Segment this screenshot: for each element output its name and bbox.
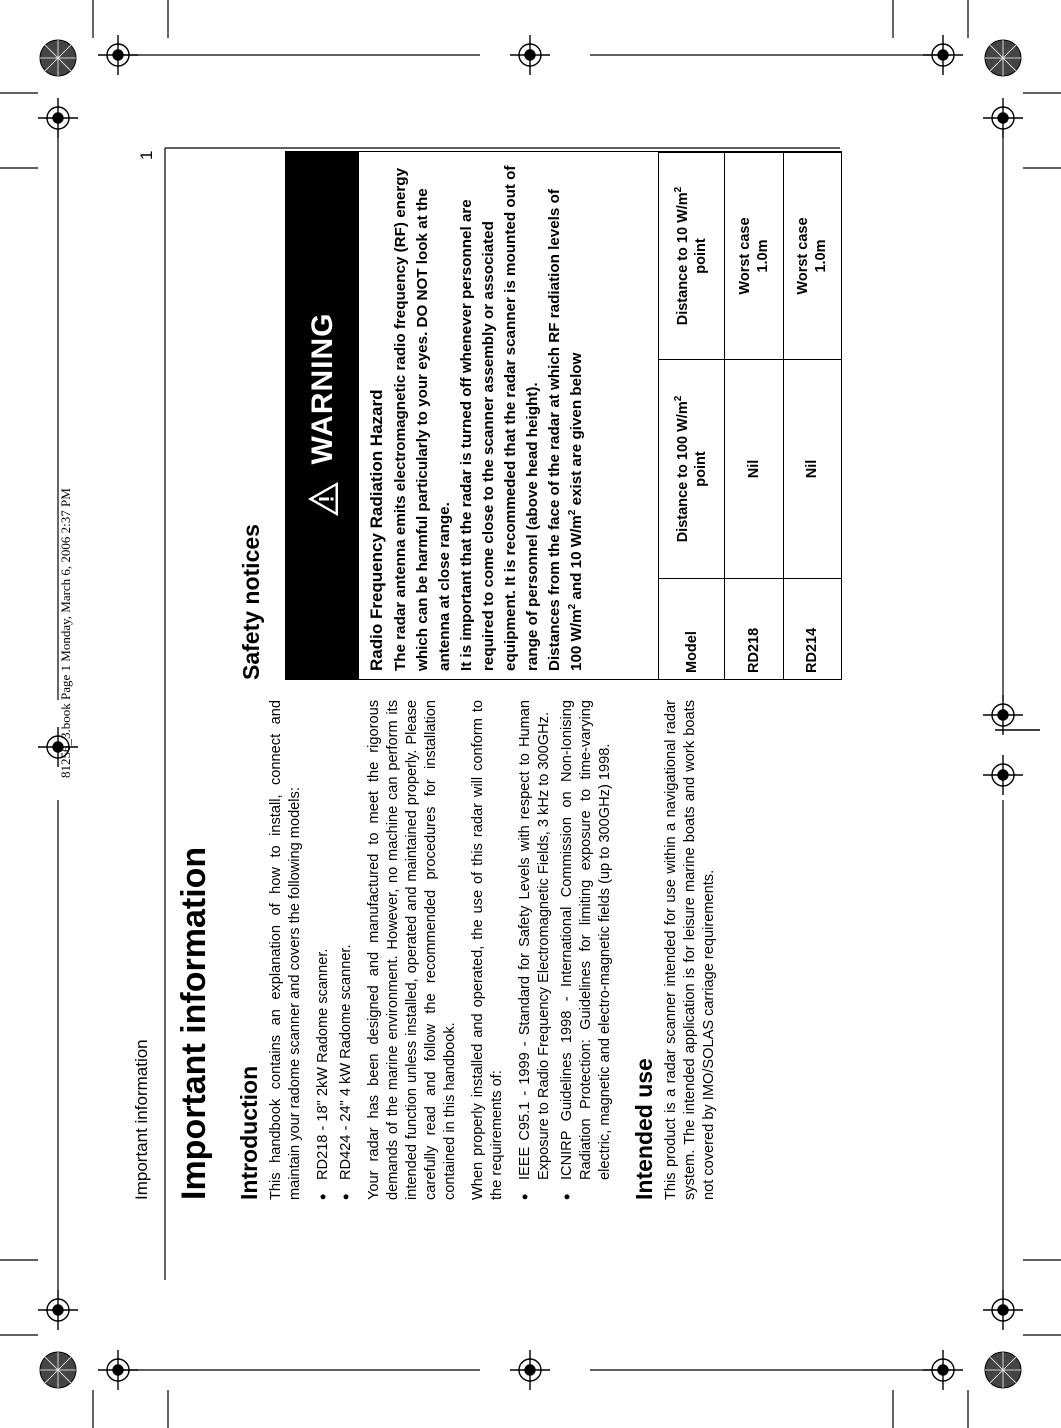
warning-text-2: It is important that the radar is turned off whenever personnel are required to come close to the scanner assembly or associated equipment. It is recommeded that the radar scanner is mounted out of range of personnel (above head height). [458,165,541,671]
warning-text-1: The radar antenna emits electromagnetic radio frequency (RF) energy which can be harmful particularly to your eyes. DO NOT look at the antenna at close range. [392,167,453,671]
model-list [314,700,356,1200]
list-item: • IEEE C95.1 - 1999 - Standard for Safety Levels with respect to Human Exposure to Radio Frequency Electromagnetic Fields, 3 kHz to 300GHz. [516,700,554,1200]
table-cell: RD218 [725,579,784,680]
introduction-heading: Introduction [236,1065,262,1200]
intro-paragraph-1: This handbook contains an explanation of how to install, connect and maintain your radome scanner and covers the following models: [268,700,303,1200]
table-row [725,153,784,680]
page-number: 1 [137,150,156,160]
table-cell: RD214 [783,579,842,680]
safety-heading: Safety notices [238,524,264,680]
warning-box [285,151,842,680]
list-item: • RD218 - 18" 2kW Radome scanner. [314,700,333,1200]
standards-list [516,700,615,1200]
table-header: Model [659,579,725,680]
intended-use-paragraph: This product is a radar scanner intended for use within a navigational radar system. The intended application is for leisure marine boats and work boats not covered by IMO/SOLAS carriage requirements. [663,700,717,1200]
book-stamp: 81256_3.book Page 1 Monday, March 6, 2006 2:37 PM [58,488,73,778]
table-header: Distance to 100 $W/m^2$ point [659,360,725,579]
warning-label: WARNING [305,312,339,465]
table-header: Distance to 10 $W/m^2$ point [659,153,725,360]
intro-paragraph-2: Your radar has been designed and manufactured to meet the rigorous demands of the marine environment. However, no machine can perform its intended function unless installed, operated and maintained properly. Please carefully read and follow the recommended procedures for installation contained in this handbook. [366,700,458,1200]
table-cell: Nil [725,360,784,579]
left-column [236,700,728,1200]
warning-subheading: Radio Frequency Radiation Hazard [367,389,386,671]
table-row [783,153,842,680]
list-item: • RD424 - 24" 4 kW Radome scanner. [337,700,356,1200]
table-cell: Worst case 1.0m [783,153,842,360]
intro-paragraph-3: When properly installed and operated, the use of this radar will conform to the requirements of: [470,700,505,1200]
running-head: Important information [132,1039,151,1200]
warning-text [366,161,588,671]
distance-table [658,152,842,680]
warning-text-3: Distances from the face of the radar at which RF radiation levels of 100 $W/m^2$ and 10 $W/m^2$ exist are given below [546,189,585,671]
warning-triangle-icon [306,481,340,519]
list-item: • ICNIRP Guidelines 1998 - International Commission on Non-Ionising Radiation Protection: Guidelines for limiting exposure to time-varying electric, magnetic and electro-magnetic fields (up to 300GHz) 1998. [558,700,615,1200]
page-title: Important information [175,846,213,1200]
table-cell: Nil [783,360,842,579]
warning-header [286,152,359,679]
intended-use-heading: Intended use [631,1058,657,1200]
table-cell: Worst case 1.0m [725,153,784,360]
table-header-row [659,153,725,680]
